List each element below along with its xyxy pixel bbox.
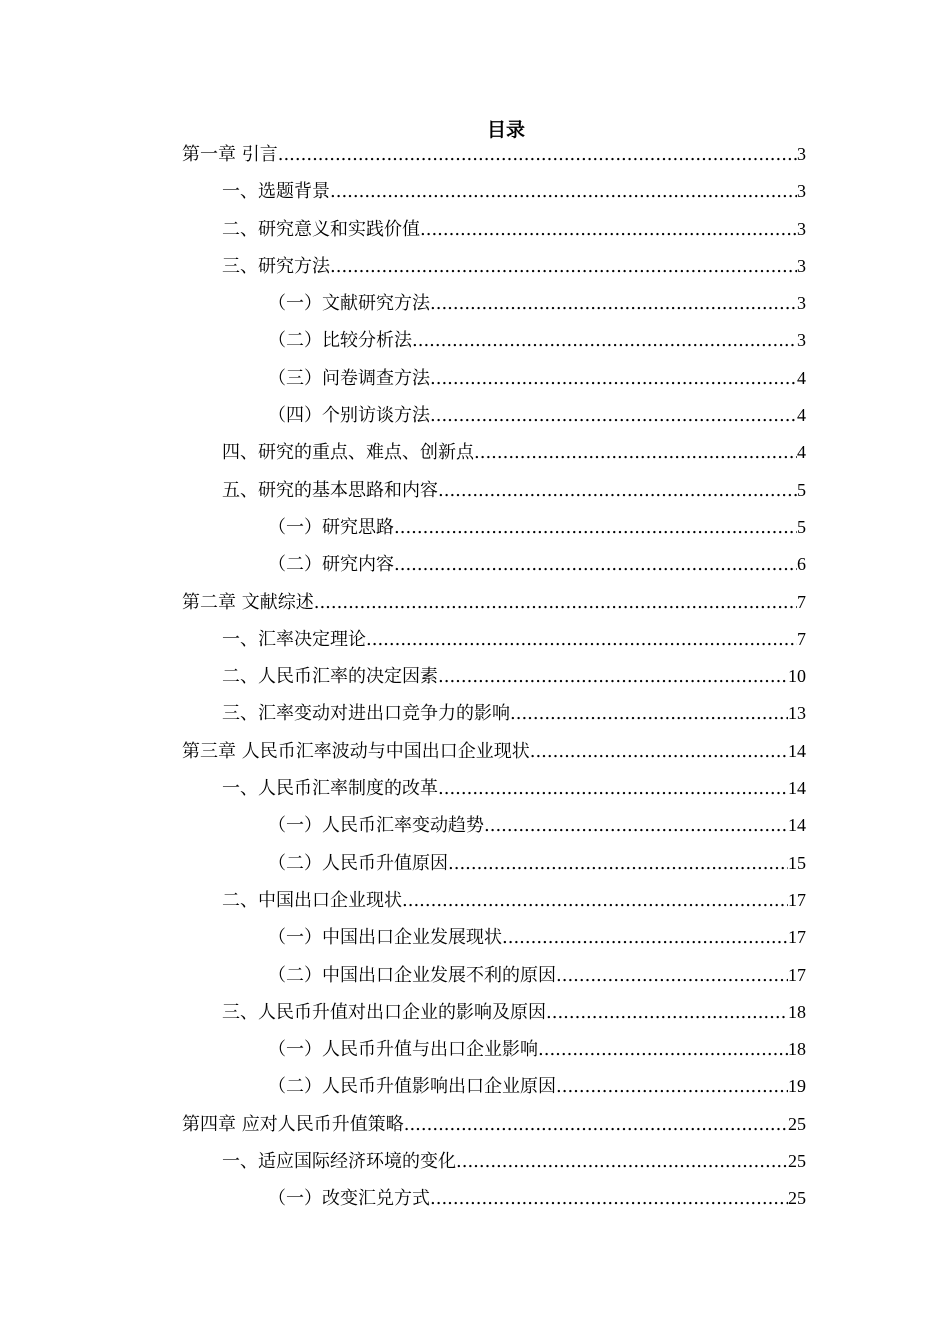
toc-entry[interactable] [182, 1068, 806, 1105]
toc-entry[interactable] [182, 584, 806, 621]
toc-entry-text: （一）人民币汇率变动趋势 [268, 815, 484, 837]
toc-leader-dots [438, 658, 788, 695]
toc-entry[interactable] [182, 248, 806, 285]
toc-leader-dots [330, 248, 797, 285]
toc-entry-text: 一、选题背景 [222, 181, 330, 203]
toc-entry-text: （二）比较分析法 [268, 330, 412, 352]
toc-entry[interactable] [182, 621, 806, 658]
toc-entry-text: 一、汇率决定理论 [222, 628, 366, 650]
toc-leader-dots [330, 173, 797, 210]
toc-entry[interactable] [182, 845, 806, 882]
toc-leader-dots [278, 136, 797, 173]
toc-page-number: 6 [797, 554, 806, 575]
toc-entry-text: （二）人民币升值影响出口企业原因 [268, 1076, 556, 1098]
toc-entry-text: 第三章 人民币汇率波动与中国出口企业现状 [182, 740, 530, 762]
toc-page-number: 17 [788, 964, 806, 985]
toc-page-number: 5 [797, 479, 806, 500]
toc-leader-dots [484, 807, 788, 844]
toc-page-number: 15 [788, 852, 806, 873]
toc-entry[interactable] [182, 1180, 806, 1217]
toc-leader-dots [402, 882, 788, 919]
toc-entry-text: （二）中国出口企业发展不利的原因 [268, 964, 556, 986]
toc-entry-text: （三）问卷调查方法 [268, 367, 430, 389]
toc-entry-text: 二、人民币汇率的决定因素 [222, 666, 438, 688]
toc-leader-dots [556, 957, 788, 994]
toc-page-number: 3 [797, 255, 806, 276]
toc-page-number: 14 [788, 778, 806, 799]
toc-entry[interactable] [182, 211, 806, 248]
toc-page-number: 4 [797, 442, 806, 463]
toc-entry-text: （一）人民币升值与出口企业影响 [268, 1039, 538, 1061]
toc-page-number: 18 [788, 1001, 806, 1022]
toc-entry[interactable] [182, 173, 806, 210]
toc-entry-text: （一）中国出口企业发展现状 [268, 927, 502, 949]
toc-entry-text: 二、中国出口企业现状 [222, 889, 402, 911]
toc-entry[interactable] [182, 695, 806, 732]
toc-leader-dots [438, 472, 797, 509]
toc-entry[interactable] [182, 1031, 806, 1068]
toc-entry-text: 一、适应国际经济环境的变化 [222, 1151, 456, 1173]
toc-entry[interactable] [182, 658, 806, 695]
toc-page-number: 4 [797, 367, 806, 388]
toc-entry[interactable] [182, 546, 806, 583]
toc-leader-dots [366, 621, 797, 658]
toc-entry[interactable] [182, 509, 806, 546]
toc-entry-text: （一）文献研究方法 [268, 293, 430, 315]
toc-leader-dots [412, 322, 797, 359]
toc-entry[interactable] [182, 994, 806, 1031]
toc-leader-dots [448, 845, 788, 882]
toc-entry-text: （四）个别访谈方法 [268, 405, 430, 427]
toc-entry[interactable] [182, 770, 806, 807]
toc-leader-dots [430, 397, 797, 434]
toc-leader-dots [438, 770, 788, 807]
toc-entry-text: （一）研究思路 [268, 516, 394, 538]
toc-entry[interactable] [182, 1106, 806, 1143]
toc-entry-text: 第一章 引言 [182, 144, 278, 165]
toc-entry-text: 三、人民币升值对出口企业的影响及原因 [222, 1001, 546, 1023]
toc-entry[interactable] [182, 434, 806, 471]
toc-entry[interactable] [182, 360, 806, 397]
toc-page-number: 17 [788, 927, 806, 948]
toc-entry[interactable] [182, 919, 806, 956]
toc-entry[interactable] [182, 1143, 806, 1180]
toc-page-number: 3 [797, 293, 806, 314]
toc-leader-dots [510, 695, 788, 732]
toc-entry[interactable] [182, 285, 806, 322]
toc-leader-dots [456, 1143, 788, 1180]
toc-page-number: 13 [788, 703, 806, 724]
toc-leader-dots [502, 919, 788, 956]
toc-entry-text: 三、汇率变动对进出口竞争力的影响 [222, 703, 510, 725]
toc-entry-text: 三、研究方法 [222, 255, 330, 277]
toc-page-number: 4 [797, 405, 806, 426]
toc-page-number: 3 [797, 218, 806, 239]
toc-leader-dots [404, 1106, 788, 1143]
toc-leader-dots [556, 1068, 788, 1105]
toc-page-number: 14 [788, 815, 806, 836]
toc-entry[interactable] [182, 136, 806, 173]
toc-leader-dots [314, 584, 797, 621]
toc-entry[interactable] [182, 733, 806, 770]
toc-page-number: 7 [797, 591, 806, 612]
toc-page-number: 19 [788, 1076, 806, 1097]
toc-leader-dots [430, 360, 797, 397]
toc-page-number: 3 [797, 144, 806, 164]
toc-leader-dots [474, 434, 797, 471]
toc-entry-text: （二）人民币升值原因 [268, 852, 448, 874]
toc-page-number: 10 [788, 666, 806, 687]
toc-entry-text: 二、研究意义和实践价值 [222, 218, 420, 240]
table-of-contents [182, 136, 806, 1218]
toc-entry-text: 第四章 应对人民币升值策略 [182, 1113, 404, 1135]
toc-page-number: 17 [788, 889, 806, 910]
toc-leader-dots [430, 285, 797, 322]
toc-page-number: 25 [788, 1113, 806, 1134]
toc-entry-text: 一、人民币汇率制度的改革 [222, 778, 438, 800]
toc-page-number: 25 [788, 1151, 806, 1172]
toc-page-number: 7 [797, 628, 806, 649]
toc-entry[interactable] [182, 807, 806, 844]
toc-page-number: 3 [797, 330, 806, 351]
toc-entry-text: 第二章 文献综述 [182, 591, 314, 613]
toc-entry[interactable] [182, 472, 806, 509]
toc-page-number: 18 [788, 1039, 806, 1060]
toc-entry-text: （一）改变汇兑方式 [268, 1188, 430, 1210]
toc-entry[interactable] [182, 957, 806, 994]
toc-entry[interactable] [182, 397, 806, 434]
toc-entry-text: 五、研究的基本思路和内容 [222, 479, 438, 501]
toc-entry-text: （二）研究内容 [268, 554, 394, 576]
toc-leader-dots [430, 1180, 788, 1217]
toc-page-number: 5 [797, 516, 806, 537]
toc-leader-dots [394, 509, 797, 546]
toc-entry[interactable] [182, 882, 806, 919]
toc-leader-dots [394, 546, 797, 583]
toc-leader-dots [538, 1031, 788, 1068]
toc-entry-text: 四、研究的重点、难点、创新点 [222, 442, 474, 464]
toc-leader-dots [420, 211, 797, 248]
toc-entry[interactable] [182, 322, 806, 359]
toc-leader-dots [530, 733, 788, 770]
toc-page-number: 3 [797, 181, 806, 202]
toc-leader-dots [546, 994, 788, 1031]
toc-page-number: 25 [788, 1188, 806, 1209]
toc-page-number: 14 [788, 740, 806, 761]
toc-title: 目录 [486, 119, 525, 141]
